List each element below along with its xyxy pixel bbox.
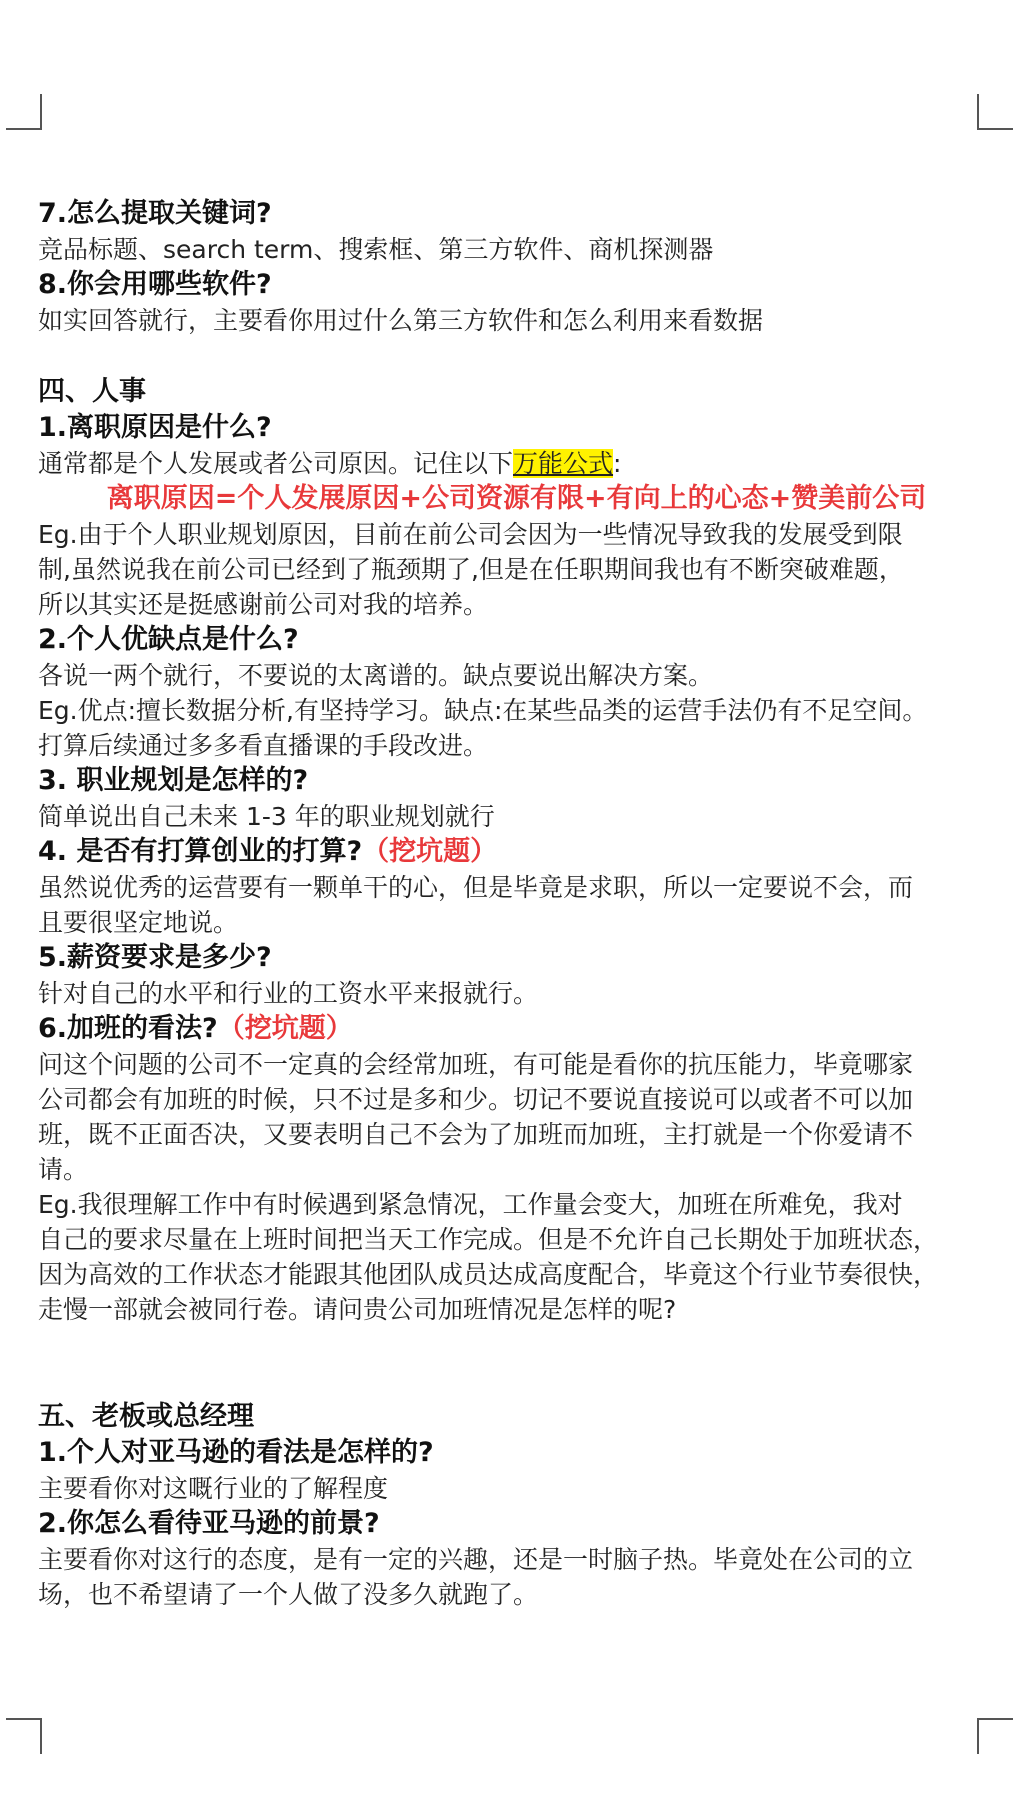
boss-question-1: 1.个人对亚马逊的看法是怎样的? (38, 1437, 434, 1468)
question-8: 8.你会用哪些软件? (38, 269, 272, 300)
hr-question-1: 1.离职原因是什么? (38, 412, 272, 443)
boss-answer-2-line-2: 场，也不希望请了一个人做了没多久就跑了。 (38, 1580, 539, 1609)
hr-example-6-line-3: 因为高效的工作状态才能跟其他团队成员达成高度配合，毕竟这个行业节奏很快， (38, 1260, 939, 1289)
boss-answer-2-line-1: 主要看你对这行的态度，是有一定的兴趣，还是一时脑子热。毕竟处在公司的立 (38, 1545, 914, 1574)
hr-example-2-line-1: Eg.优点:擅长数据分析,有坚持学习。缺点:在某些品类的运营手法仍有不足空间。 (38, 696, 928, 725)
hr-answer-4-line-1: 虽然说优秀的运营要有一颗单干的心，但是毕竟是求职，所以一定要说不会，而 (38, 873, 914, 902)
hr-answer-6-line-2: 公司都会有加班的时候，只不过是多和少。切记不要说直接说可以或者不可以加 (38, 1085, 914, 1114)
hr-example-1-line-1: Eg.由于个人职业规划原因，目前在前公司会因为一些情况导致我的发展受到限 (38, 520, 903, 549)
hr-question-3: 3. 职业规划是怎样的? (38, 765, 309, 796)
corner-mark-top-right (977, 94, 1013, 130)
section-hr-title: 四、人事 (38, 376, 146, 407)
hr-question-5: 5.薪资要求是多少? (38, 942, 272, 973)
hr-question-6: 6.加班的看法?（挖坑题） (38, 1013, 353, 1044)
answer-7: 竞品标题、search term、搜索框、第三方软件、商机探测器 (38, 235, 714, 264)
section-boss-title: 五、老板或总经理 (38, 1401, 254, 1432)
hr-answer-6-line-1: 问这个问题的公司不一定真的会经常加班，有可能是看你的抗压能力，毕竟哪家 (38, 1050, 914, 1079)
question-7: 7.怎么提取关键词? (38, 198, 272, 229)
hr-answer-5: 针对自己的水平和行业的工资水平来报就行。 (38, 979, 539, 1008)
boss-question-2: 2.你怎么看待亚马逊的前景? (38, 1508, 380, 1539)
corner-mark-top-left (6, 94, 42, 130)
highlight-formula-label: 万能公式 (513, 449, 614, 478)
hr-question-4: 4. 是否有打算创业的打算?（挖坑题） (38, 836, 498, 867)
hr-answer-3: 简单说出自己未来 1-3 年的职业规划就行 (38, 802, 495, 831)
hr-answer-1: 通常都是个人发展或者公司原因。记住以下万能公式: (38, 449, 622, 478)
corner-mark-bottom-left (6, 1718, 42, 1754)
hr-example-1-line-3: 所以其实还是挺感谢前公司对我的培养。 (38, 590, 489, 619)
hr-example-6-line-2: 自己的要求尽量在上班时间把当天工作完成。但是不允许自己长期处于加班状态， (38, 1225, 939, 1254)
formula-line: 离职原因=个人发展原因+公司资源有限+有向上的心态+赞美前公司 (106, 483, 927, 514)
hr-example-6-line-1: Eg.我很理解工作中有时候遇到紧急情况，工作量会变大，加班在所难免，我对 (38, 1190, 903, 1219)
hr-answer-6-line-3: 班，既不正面否决，又要表明自己不会为了加班而加班，主打就是一个你爱请不 (38, 1120, 914, 1149)
hr-example-2-line-2: 打算后续通过多多看直播课的手段改进。 (38, 731, 489, 760)
answer-8: 如实回答就行，主要看你用过什么第三方软件和怎么利用来看数据 (38, 306, 764, 335)
document-body (38, 196, 995, 1612)
hr-answer-6-line-4: 请。 (38, 1155, 89, 1184)
hr-answer-2: 各说一两个就行，不要说的太离谱的。缺点要说出解决方案。 (38, 661, 714, 690)
hr-example-6-line-4: 走慢一部就会被同行卷。请问贵公司加班情况是怎样的呢? (38, 1295, 677, 1324)
hr-question-2: 2.个人优缺点是什么? (38, 624, 299, 655)
hr-answer-4-line-2: 且要很坚定地说。 (38, 908, 239, 937)
trap-question-tag: （挖坑题） (217, 1013, 353, 1044)
hr-example-1-line-2: 制,虽然说我在前公司已经到了瓶颈期了,但是在任职期间我也有不断突破难题， (38, 555, 904, 584)
trap-question-tag: （挖坑题） (362, 836, 498, 867)
corner-mark-bottom-right (977, 1718, 1013, 1754)
boss-answer-1: 主要看你对这嘅行业的了解程度 (38, 1474, 389, 1503)
